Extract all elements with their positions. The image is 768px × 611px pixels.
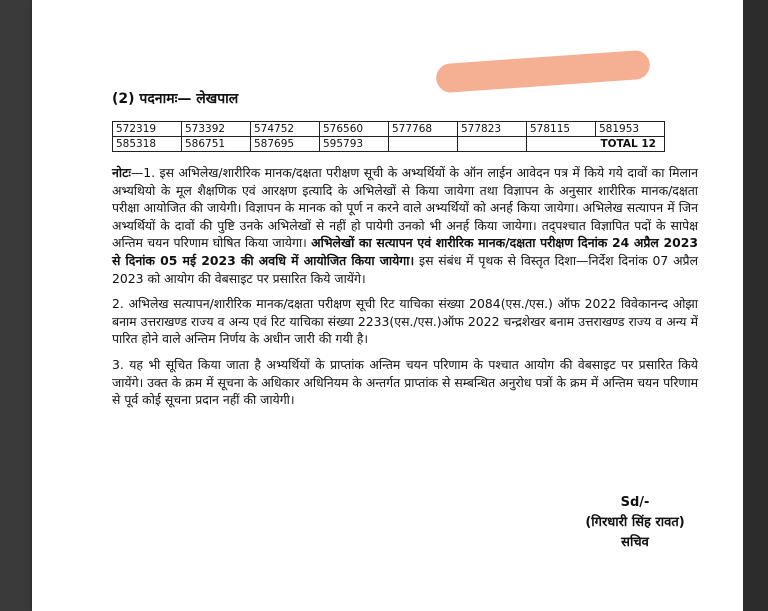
table-row [113, 137, 665, 152]
note-3: 3. यह भी सूचित किया जाता है अभ्यर्थियों के प्राप्तांक अन्तिम चयन परिणाम के पश्चात आयोग की वेबसाइट पर प्रसारित किये जायेंगे। उक्त के क्रम में सूचना के अधिकार अधिनियम के अन्तर्गत प्राप्तांक से सम्बन्धित अनुरोध पत्रों के क्रम में अन्तिम चयन परिणाम से पूर्व कोई सूचना प्रदान नहीं की जायेगी। [112, 356, 698, 408]
note-1-text-a: —1. इस अभिलेख/शारीरिक मानक/दक्षता परीक्षण सूची के अभ्यर्थियों के ऑन लाईन आवेदन पत्र में किये गये दावों का मिलान अभ्यथियो के मूल शैक्षणिक एवं आरक्षण इत्यादि के अभिलेखों से किया जायेगा तथा विज्ञापन के अनुसार शारीरिक मानक/दक्षता परीक्षा आयोजित की जायेगी। विज्ञापन के मानक को पूर्ण न करने वाले अभ्यर्थियों को अनर्ह किया जायेगा। अभिलेख सत्यापन में जिन अभ्यर्थियों के दावों की पुष्टि उनके अभिलेखों से नहीं हो पायेगी उनको भी अनर्ह किया जायेगा। तद्पश्चात विज्ञापित पदों के सापेक्ष अन्तिम चयन परिणाम घोषित किया जायेगा। [112, 165, 698, 251]
roll-number-cell: 574752 [251, 122, 320, 137]
signatory-name: (गिरधारी सिंह रावत) [585, 515, 685, 530]
roll-number-cell: 581953 [596, 122, 665, 137]
roll-number-cell: 573392 [182, 122, 251, 137]
viewer-background-edge [743, 0, 768, 611]
note-1 [112, 164, 698, 287]
roll-number-cell: 577823 [458, 122, 527, 137]
roll-number-cell: 572319 [113, 122, 182, 137]
roll-number-cell: 585318 [113, 137, 182, 152]
roll-number-table [112, 121, 665, 152]
signature-sd: Sd/- [620, 495, 650, 510]
notes-section [112, 164, 698, 417]
note-1-text-b: इस संबंध में पृथक से विस्तृत दिशा—निर्देश दिनांक 07 अप्रैल 2023 को आयोग की वेबसाइट पर प्रसारित किये जायेंगे। [112, 252, 699, 286]
note-label: नोटः [112, 165, 131, 180]
total-cell: TOTAL 12 [527, 137, 665, 152]
roll-number-cell: 587695 [251, 137, 320, 152]
post-heading: (2) पदनामः— लेखपाल [112, 91, 239, 107]
note-1-bold-text: अभिलेखों का सत्यापन एवं शारीरिक मानक/दक्षता परीक्षण दिनांक 24 अप्रैल 2023 से दिनांक 05 मई 2023 की अवधि में आयोजित किया जायेगा। [112, 235, 698, 268]
roll-number-cell: 576560 [320, 122, 389, 137]
roll-number-cell: 577768 [389, 122, 458, 137]
note-2: 2. अभिलेख सत्यापन/शारीरिक मानक/दक्षता परीक्षण सूची रिट याचिका संख्या 2084(एस./एस.) ऑफ 2022 विवेकानन्द ओझा बनाम उत्तराखण्ड राज्य व अन्य एवं रिट याचिका संख्या 2233(एस./एस.)ऑफ 2022 चन्द्रशेखर बनाम उत्तराखण्ड राज्य व अन्य में पारित होने वाले अन्तिम निर्णय के अधीन जारी की गयी है। [112, 296, 698, 347]
roll-number-cell: 578115 [527, 122, 596, 137]
empty-cell [389, 137, 458, 152]
roll-number-cell: 595793 [320, 137, 389, 152]
empty-cell [458, 137, 527, 152]
signature-block [560, 493, 710, 553]
signatory-designation: सचिव [621, 535, 649, 550]
table-row [113, 122, 665, 137]
roll-number-cell: 586751 [182, 137, 251, 152]
